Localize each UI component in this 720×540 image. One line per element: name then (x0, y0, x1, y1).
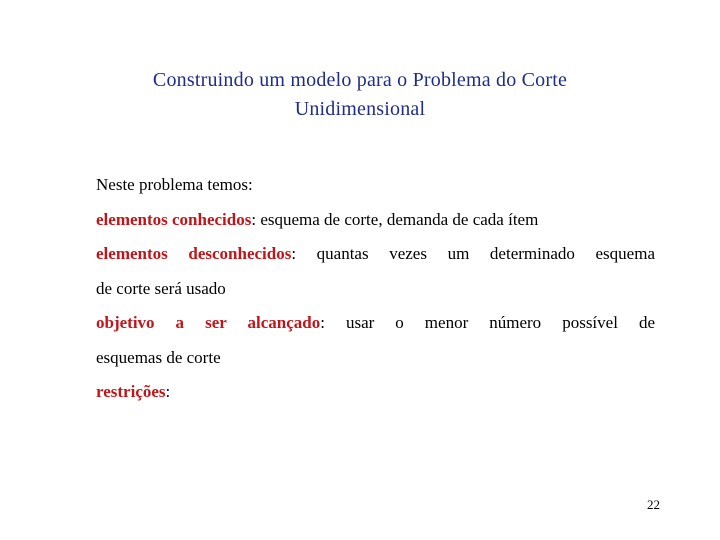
desc-objective: : usar o menor número possível de (320, 313, 655, 332)
slide-title (60, 66, 660, 124)
term-restrictions: restrições (96, 382, 166, 401)
term-unknown-elements: elementos desconhecidos (96, 244, 292, 263)
item-known-elements (96, 203, 655, 238)
slide-title-line-1: Construindo um modelo para o Problema do Corte (152, 69, 568, 91)
desc-unknown-elements: : quantas vezes um determinado esquema (291, 244, 655, 263)
term-known-elements: elementos conhecidos (96, 209, 252, 229)
desc-unknown-elements-continued: de corte será usado (96, 278, 226, 298)
desc-known-elements: : esquema de corte, demanda de cada ítem (251, 209, 539, 229)
term-objective: objetivo a ser alcançado (96, 313, 321, 332)
desc-objective-continued: esquemas de corte (96, 347, 221, 367)
slide-title-line-2: Unidimensional (294, 98, 426, 120)
item-unknown-elements (96, 237, 655, 272)
desc-restrictions: : (165, 382, 171, 401)
intro-text: Neste problema temos: (96, 175, 253, 194)
page-number: 22 (647, 497, 660, 512)
slide-body (96, 168, 655, 410)
item-restrictions (96, 375, 655, 410)
item-objective (96, 306, 655, 341)
